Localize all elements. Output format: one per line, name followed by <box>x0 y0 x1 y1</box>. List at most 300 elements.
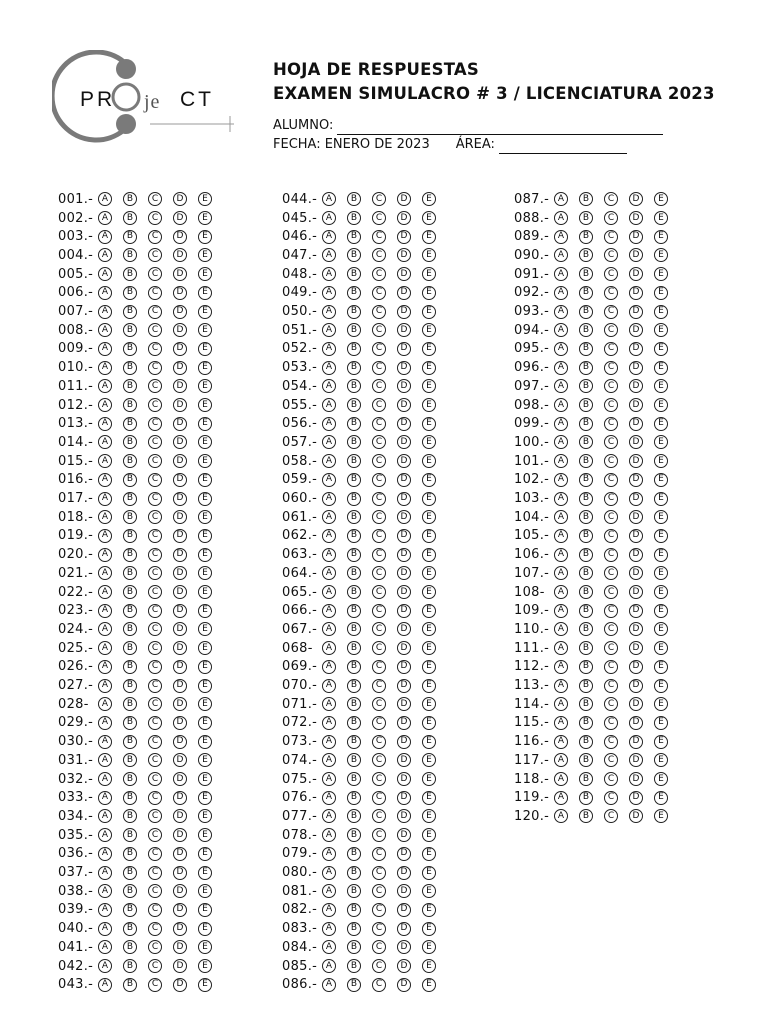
answer-bubble-c[interactable]: C <box>372 454 386 468</box>
answer-bubble-a[interactable]: A <box>554 622 568 636</box>
answer-bubble-a[interactable]: A <box>322 417 336 431</box>
answer-bubble-d[interactable]: D <box>629 323 643 337</box>
answer-bubble-e[interactable]: E <box>654 454 668 468</box>
answer-bubble-b[interactable]: B <box>123 211 137 225</box>
answer-bubble-c[interactable]: C <box>148 510 162 524</box>
answer-bubble-d[interactable]: D <box>173 473 187 487</box>
answer-bubble-c[interactable]: C <box>372 940 386 954</box>
answer-bubble-a[interactable]: A <box>98 473 112 487</box>
answer-bubble-e[interactable]: E <box>422 884 436 898</box>
answer-bubble-a[interactable]: A <box>98 940 112 954</box>
answer-bubble-d[interactable]: D <box>397 828 411 842</box>
answer-bubble-c[interactable]: C <box>372 248 386 262</box>
answer-bubble-b[interactable]: B <box>579 510 593 524</box>
answer-bubble-e[interactable]: E <box>422 641 436 655</box>
answer-bubble-d[interactable]: D <box>629 697 643 711</box>
answer-bubble-b[interactable]: B <box>579 286 593 300</box>
answer-bubble-a[interactable]: A <box>322 978 336 992</box>
answer-bubble-d[interactable]: D <box>397 903 411 917</box>
answer-bubble-e[interactable]: E <box>422 940 436 954</box>
answer-bubble-b[interactable]: B <box>123 828 137 842</box>
answer-bubble-a[interactable]: A <box>98 679 112 693</box>
answer-bubble-d[interactable]: D <box>397 809 411 823</box>
area-field[interactable] <box>499 140 627 154</box>
answer-bubble-a[interactable]: A <box>98 847 112 861</box>
answer-bubble-a[interactable]: A <box>322 828 336 842</box>
answer-bubble-e[interactable]: E <box>422 959 436 973</box>
answer-bubble-b[interactable]: B <box>347 735 361 749</box>
answer-bubble-c[interactable]: C <box>148 978 162 992</box>
answer-bubble-b[interactable]: B <box>123 529 137 543</box>
answer-bubble-d[interactable]: D <box>397 697 411 711</box>
answer-bubble-b[interactable]: B <box>123 641 137 655</box>
answer-bubble-b[interactable]: B <box>347 866 361 880</box>
answer-bubble-d[interactable]: D <box>397 679 411 693</box>
answer-bubble-b[interactable]: B <box>347 772 361 786</box>
answer-bubble-d[interactable]: D <box>629 753 643 767</box>
answer-bubble-c[interactable]: C <box>372 435 386 449</box>
answer-bubble-b[interactable]: B <box>347 305 361 319</box>
answer-bubble-b[interactable]: B <box>579 230 593 244</box>
answer-bubble-d[interactable]: D <box>173 192 187 206</box>
answer-bubble-d[interactable]: D <box>397 940 411 954</box>
answer-bubble-c[interactable]: C <box>148 323 162 337</box>
answer-bubble-b[interactable]: B <box>347 922 361 936</box>
answer-bubble-a[interactable]: A <box>554 286 568 300</box>
answer-bubble-e[interactable]: E <box>422 510 436 524</box>
answer-bubble-e[interactable]: E <box>198 417 212 431</box>
answer-bubble-c[interactable]: C <box>604 492 618 506</box>
answer-bubble-e[interactable]: E <box>654 492 668 506</box>
answer-bubble-e[interactable]: E <box>654 211 668 225</box>
answer-bubble-d[interactable]: D <box>173 454 187 468</box>
answer-bubble-a[interactable]: A <box>98 379 112 393</box>
answer-bubble-e[interactable]: E <box>198 379 212 393</box>
answer-bubble-a[interactable]: A <box>322 604 336 618</box>
answer-bubble-d[interactable]: D <box>397 604 411 618</box>
answer-bubble-b[interactable]: B <box>579 192 593 206</box>
answer-bubble-c[interactable]: C <box>604 267 618 281</box>
answer-bubble-d[interactable]: D <box>629 379 643 393</box>
answer-bubble-b[interactable]: B <box>579 622 593 636</box>
answer-bubble-b[interactable]: B <box>347 492 361 506</box>
answer-bubble-e[interactable]: E <box>654 585 668 599</box>
answer-bubble-e[interactable]: E <box>654 622 668 636</box>
answer-bubble-a[interactable]: A <box>98 791 112 805</box>
answer-bubble-a[interactable]: A <box>554 379 568 393</box>
answer-bubble-b[interactable]: B <box>347 697 361 711</box>
answer-bubble-a[interactable]: A <box>322 305 336 319</box>
answer-bubble-d[interactable]: D <box>173 510 187 524</box>
answer-bubble-d[interactable]: D <box>397 978 411 992</box>
answer-bubble-a[interactable]: A <box>322 398 336 412</box>
answer-bubble-e[interactable]: E <box>654 192 668 206</box>
answer-bubble-e[interactable]: E <box>422 379 436 393</box>
answer-bubble-a[interactable]: A <box>554 735 568 749</box>
answer-bubble-a[interactable]: A <box>98 903 112 917</box>
answer-bubble-a[interactable]: A <box>322 809 336 823</box>
answer-bubble-b[interactable]: B <box>123 230 137 244</box>
answer-bubble-d[interactable]: D <box>173 660 187 674</box>
answer-bubble-d[interactable]: D <box>397 379 411 393</box>
answer-bubble-a[interactable]: A <box>98 267 112 281</box>
answer-bubble-b[interactable]: B <box>347 267 361 281</box>
answer-bubble-d[interactable]: D <box>629 641 643 655</box>
answer-bubble-b[interactable]: B <box>123 286 137 300</box>
answer-bubble-b[interactable]: B <box>123 473 137 487</box>
answer-bubble-e[interactable]: E <box>198 435 212 449</box>
answer-bubble-a[interactable]: A <box>98 548 112 562</box>
answer-bubble-b[interactable]: B <box>123 454 137 468</box>
answer-bubble-e[interactable]: E <box>198 230 212 244</box>
answer-bubble-c[interactable]: C <box>372 361 386 375</box>
answer-bubble-e[interactable]: E <box>654 417 668 431</box>
answer-bubble-d[interactable]: D <box>173 585 187 599</box>
answer-bubble-c[interactable]: C <box>372 735 386 749</box>
answer-bubble-a[interactable]: A <box>322 660 336 674</box>
answer-bubble-e[interactable]: E <box>422 211 436 225</box>
answer-bubble-e[interactable]: E <box>422 847 436 861</box>
answer-bubble-c[interactable]: C <box>148 342 162 356</box>
answer-bubble-b[interactable]: B <box>347 753 361 767</box>
answer-bubble-d[interactable]: D <box>173 286 187 300</box>
answer-bubble-b[interactable]: B <box>347 809 361 823</box>
answer-bubble-d[interactable]: D <box>397 398 411 412</box>
answer-bubble-d[interactable]: D <box>629 809 643 823</box>
answer-bubble-b[interactable]: B <box>579 566 593 580</box>
answer-bubble-c[interactable]: C <box>372 585 386 599</box>
answer-bubble-c[interactable]: C <box>148 529 162 543</box>
answer-bubble-e[interactable]: E <box>654 435 668 449</box>
answer-bubble-e[interactable]: E <box>654 510 668 524</box>
answer-bubble-c[interactable]: C <box>148 809 162 823</box>
answer-bubble-b[interactable]: B <box>347 585 361 599</box>
answer-bubble-d[interactable]: D <box>397 248 411 262</box>
answer-bubble-b[interactable]: B <box>347 566 361 580</box>
answer-bubble-e[interactable]: E <box>654 230 668 244</box>
answer-bubble-b[interactable]: B <box>579 342 593 356</box>
answer-bubble-a[interactable]: A <box>322 323 336 337</box>
answer-bubble-a[interactable]: A <box>554 585 568 599</box>
answer-bubble-c[interactable]: C <box>372 398 386 412</box>
answer-bubble-d[interactable]: D <box>629 248 643 262</box>
answer-bubble-d[interactable]: D <box>173 622 187 636</box>
answer-bubble-d[interactable]: D <box>173 361 187 375</box>
answer-bubble-a[interactable]: A <box>554 660 568 674</box>
answer-bubble-b[interactable]: B <box>347 417 361 431</box>
answer-bubble-a[interactable]: A <box>554 510 568 524</box>
answer-bubble-d[interactable]: D <box>629 211 643 225</box>
answer-bubble-a[interactable]: A <box>554 697 568 711</box>
answer-bubble-c[interactable]: C <box>372 697 386 711</box>
answer-bubble-a[interactable]: A <box>98 398 112 412</box>
answer-bubble-c[interactable]: C <box>148 697 162 711</box>
answer-bubble-a[interactable]: A <box>554 454 568 468</box>
answer-bubble-a[interactable]: A <box>554 248 568 262</box>
answer-bubble-d[interactable]: D <box>173 211 187 225</box>
answer-bubble-a[interactable]: A <box>98 510 112 524</box>
answer-bubble-d[interactable]: D <box>397 305 411 319</box>
answer-bubble-b[interactable]: B <box>123 697 137 711</box>
answer-bubble-b[interactable]: B <box>123 566 137 580</box>
answer-bubble-e[interactable]: E <box>422 791 436 805</box>
answer-bubble-c[interactable]: C <box>372 641 386 655</box>
answer-bubble-b[interactable]: B <box>347 510 361 524</box>
answer-bubble-d[interactable]: D <box>173 398 187 412</box>
answer-bubble-e[interactable]: E <box>422 716 436 730</box>
answer-bubble-c[interactable]: C <box>148 959 162 973</box>
answer-bubble-c[interactable]: C <box>604 510 618 524</box>
answer-bubble-c[interactable]: C <box>148 940 162 954</box>
answer-bubble-a[interactable]: A <box>322 959 336 973</box>
answer-bubble-e[interactable]: E <box>422 772 436 786</box>
answer-bubble-a[interactable]: A <box>554 267 568 281</box>
answer-bubble-a[interactable]: A <box>554 753 568 767</box>
answer-bubble-a[interactable]: A <box>322 866 336 880</box>
answer-bubble-a[interactable]: A <box>322 922 336 936</box>
answer-bubble-d[interactable]: D <box>397 959 411 973</box>
answer-bubble-b[interactable]: B <box>347 211 361 225</box>
answer-bubble-d[interactable]: D <box>629 622 643 636</box>
answer-bubble-b[interactable]: B <box>347 323 361 337</box>
answer-bubble-e[interactable]: E <box>422 192 436 206</box>
answer-bubble-d[interactable]: D <box>397 866 411 880</box>
answer-bubble-d[interactable]: D <box>173 753 187 767</box>
answer-bubble-e[interactable]: E <box>422 398 436 412</box>
answer-bubble-d[interactable]: D <box>173 492 187 506</box>
answer-bubble-a[interactable]: A <box>322 361 336 375</box>
answer-bubble-e[interactable]: E <box>422 585 436 599</box>
answer-bubble-b[interactable]: B <box>123 323 137 337</box>
answer-bubble-b[interactable]: B <box>123 660 137 674</box>
answer-bubble-c[interactable]: C <box>372 510 386 524</box>
answer-bubble-b[interactable]: B <box>579 809 593 823</box>
answer-bubble-d[interactable]: D <box>173 566 187 580</box>
answer-bubble-e[interactable]: E <box>422 604 436 618</box>
answer-bubble-a[interactable]: A <box>98 211 112 225</box>
answer-bubble-e[interactable]: E <box>654 342 668 356</box>
answer-bubble-a[interactable]: A <box>98 230 112 244</box>
answer-bubble-b[interactable]: B <box>347 660 361 674</box>
answer-bubble-b[interactable]: B <box>347 622 361 636</box>
answer-bubble-d[interactable]: D <box>629 585 643 599</box>
answer-bubble-a[interactable]: A <box>98 492 112 506</box>
answer-bubble-e[interactable]: E <box>422 230 436 244</box>
answer-bubble-e[interactable]: E <box>198 922 212 936</box>
answer-bubble-d[interactable]: D <box>629 492 643 506</box>
answer-bubble-a[interactable]: A <box>322 529 336 543</box>
answer-bubble-c[interactable]: C <box>372 604 386 618</box>
answer-bubble-d[interactable]: D <box>173 809 187 823</box>
answer-bubble-d[interactable]: D <box>173 267 187 281</box>
answer-bubble-a[interactable]: A <box>98 604 112 618</box>
answer-bubble-b[interactable]: B <box>123 585 137 599</box>
answer-bubble-a[interactable]: A <box>98 305 112 319</box>
answer-bubble-d[interactable]: D <box>173 548 187 562</box>
answer-bubble-b[interactable]: B <box>347 230 361 244</box>
answer-bubble-e[interactable]: E <box>198 323 212 337</box>
answer-bubble-c[interactable]: C <box>604 192 618 206</box>
answer-bubble-e[interactable]: E <box>198 809 212 823</box>
answer-bubble-a[interactable]: A <box>554 604 568 618</box>
answer-bubble-c[interactable]: C <box>604 660 618 674</box>
answer-bubble-b[interactable]: B <box>123 248 137 262</box>
answer-bubble-e[interactable]: E <box>198 884 212 898</box>
answer-bubble-e[interactable]: E <box>422 866 436 880</box>
answer-bubble-a[interactable]: A <box>322 211 336 225</box>
answer-bubble-d[interactable]: D <box>173 903 187 917</box>
answer-bubble-c[interactable]: C <box>604 248 618 262</box>
answer-bubble-d[interactable]: D <box>629 473 643 487</box>
answer-bubble-d[interactable]: D <box>397 735 411 749</box>
answer-bubble-c[interactable]: C <box>148 473 162 487</box>
answer-bubble-c[interactable]: C <box>372 267 386 281</box>
answer-bubble-d[interactable]: D <box>173 230 187 244</box>
answer-bubble-b[interactable]: B <box>579 305 593 319</box>
answer-bubble-b[interactable]: B <box>123 417 137 431</box>
answer-bubble-d[interactable]: D <box>629 192 643 206</box>
answer-bubble-a[interactable]: A <box>322 735 336 749</box>
answer-bubble-d[interactable]: D <box>173 884 187 898</box>
answer-bubble-e[interactable]: E <box>654 323 668 337</box>
answer-bubble-c[interactable]: C <box>604 791 618 805</box>
answer-bubble-c[interactable]: C <box>148 622 162 636</box>
answer-bubble-a[interactable]: A <box>322 566 336 580</box>
answer-bubble-b[interactable]: B <box>347 435 361 449</box>
answer-bubble-c[interactable]: C <box>372 473 386 487</box>
answer-bubble-e[interactable]: E <box>654 361 668 375</box>
answer-bubble-e[interactable]: E <box>654 679 668 693</box>
answer-bubble-a[interactable]: A <box>554 342 568 356</box>
answer-bubble-e[interactable]: E <box>198 342 212 356</box>
answer-bubble-d[interactable]: D <box>629 679 643 693</box>
answer-bubble-d[interactable]: D <box>397 473 411 487</box>
answer-bubble-d[interactable]: D <box>397 622 411 636</box>
answer-bubble-b[interactable]: B <box>123 267 137 281</box>
answer-bubble-d[interactable]: D <box>173 847 187 861</box>
answer-bubble-b[interactable]: B <box>123 435 137 449</box>
answer-bubble-e[interactable]: E <box>198 267 212 281</box>
answer-bubble-c[interactable]: C <box>604 753 618 767</box>
answer-bubble-c[interactable]: C <box>604 230 618 244</box>
answer-bubble-b[interactable]: B <box>123 361 137 375</box>
answer-bubble-c[interactable]: C <box>148 604 162 618</box>
answer-bubble-c[interactable]: C <box>604 548 618 562</box>
answer-bubble-d[interactable]: D <box>173 305 187 319</box>
answer-bubble-a[interactable]: A <box>322 435 336 449</box>
answer-bubble-b[interactable]: B <box>347 959 361 973</box>
answer-bubble-e[interactable]: E <box>422 809 436 823</box>
answer-bubble-e[interactable]: E <box>654 604 668 618</box>
answer-bubble-c[interactable]: C <box>372 903 386 917</box>
answer-bubble-c[interactable]: C <box>148 230 162 244</box>
answer-bubble-a[interactable]: A <box>98 286 112 300</box>
answer-bubble-a[interactable]: A <box>322 267 336 281</box>
answer-bubble-e[interactable]: E <box>422 417 436 431</box>
answer-bubble-a[interactable]: A <box>554 679 568 693</box>
answer-bubble-d[interactable]: D <box>397 548 411 562</box>
answer-bubble-c[interactable]: C <box>148 192 162 206</box>
answer-bubble-e[interactable]: E <box>422 473 436 487</box>
answer-bubble-c[interactable]: C <box>604 323 618 337</box>
answer-bubble-e[interactable]: E <box>654 566 668 580</box>
answer-bubble-b[interactable]: B <box>123 548 137 562</box>
answer-bubble-c[interactable]: C <box>604 379 618 393</box>
answer-bubble-a[interactable]: A <box>554 809 568 823</box>
answer-bubble-b[interactable]: B <box>123 510 137 524</box>
answer-bubble-d[interactable]: D <box>397 510 411 524</box>
answer-bubble-a[interactable]: A <box>98 884 112 898</box>
answer-bubble-c[interactable]: C <box>372 884 386 898</box>
answer-bubble-a[interactable]: A <box>98 660 112 674</box>
answer-bubble-b[interactable]: B <box>347 847 361 861</box>
answer-bubble-d[interactable]: D <box>397 566 411 580</box>
answer-bubble-b[interactable]: B <box>123 604 137 618</box>
answer-bubble-c[interactable]: C <box>604 679 618 693</box>
answer-bubble-b[interactable]: B <box>123 791 137 805</box>
answer-bubble-c[interactable]: C <box>372 305 386 319</box>
answer-bubble-a[interactable]: A <box>554 305 568 319</box>
answer-bubble-c[interactable]: C <box>372 286 386 300</box>
answer-bubble-c[interactable]: C <box>372 959 386 973</box>
answer-bubble-d[interactable]: D <box>173 679 187 693</box>
answer-bubble-c[interactable]: C <box>604 735 618 749</box>
answer-bubble-b[interactable]: B <box>123 716 137 730</box>
answer-bubble-a[interactable]: A <box>98 753 112 767</box>
answer-bubble-e[interactable]: E <box>198 622 212 636</box>
answer-bubble-c[interactable]: C <box>148 361 162 375</box>
answer-bubble-a[interactable]: A <box>554 772 568 786</box>
answer-bubble-a[interactable]: A <box>554 192 568 206</box>
answer-bubble-b[interactable]: B <box>347 791 361 805</box>
answer-bubble-a[interactable]: A <box>554 361 568 375</box>
answer-bubble-b[interactable]: B <box>579 361 593 375</box>
answer-bubble-c[interactable]: C <box>372 529 386 543</box>
answer-bubble-c[interactable]: C <box>148 585 162 599</box>
answer-bubble-d[interactable]: D <box>629 230 643 244</box>
answer-bubble-d[interactable]: D <box>629 417 643 431</box>
answer-bubble-d[interactable]: D <box>173 248 187 262</box>
answer-bubble-c[interactable]: C <box>148 716 162 730</box>
answer-bubble-d[interactable]: D <box>629 735 643 749</box>
answer-bubble-c[interactable]: C <box>148 211 162 225</box>
answer-bubble-b[interactable]: B <box>579 323 593 337</box>
answer-bubble-d[interactable]: D <box>397 211 411 225</box>
answer-bubble-b[interactable]: B <box>347 548 361 562</box>
answer-bubble-a[interactable]: A <box>554 529 568 543</box>
answer-bubble-b[interactable]: B <box>579 529 593 543</box>
answer-bubble-c[interactable]: C <box>148 753 162 767</box>
answer-bubble-e[interactable]: E <box>422 492 436 506</box>
answer-bubble-c[interactable]: C <box>372 978 386 992</box>
answer-bubble-e[interactable]: E <box>654 379 668 393</box>
answer-bubble-d[interactable]: D <box>173 342 187 356</box>
answer-bubble-e[interactable]: E <box>422 361 436 375</box>
answer-bubble-e[interactable]: E <box>198 847 212 861</box>
answer-bubble-c[interactable]: C <box>604 211 618 225</box>
answer-bubble-e[interactable]: E <box>198 529 212 543</box>
answer-bubble-e[interactable]: E <box>654 697 668 711</box>
answer-bubble-a[interactable]: A <box>98 529 112 543</box>
answer-bubble-e[interactable]: E <box>198 697 212 711</box>
answer-bubble-e[interactable]: E <box>654 772 668 786</box>
answer-bubble-c[interactable]: C <box>604 473 618 487</box>
answer-bubble-a[interactable]: A <box>554 435 568 449</box>
answer-bubble-d[interactable]: D <box>173 435 187 449</box>
answer-bubble-c[interactable]: C <box>148 492 162 506</box>
answer-bubble-a[interactable]: A <box>322 847 336 861</box>
answer-bubble-a[interactable]: A <box>322 697 336 711</box>
